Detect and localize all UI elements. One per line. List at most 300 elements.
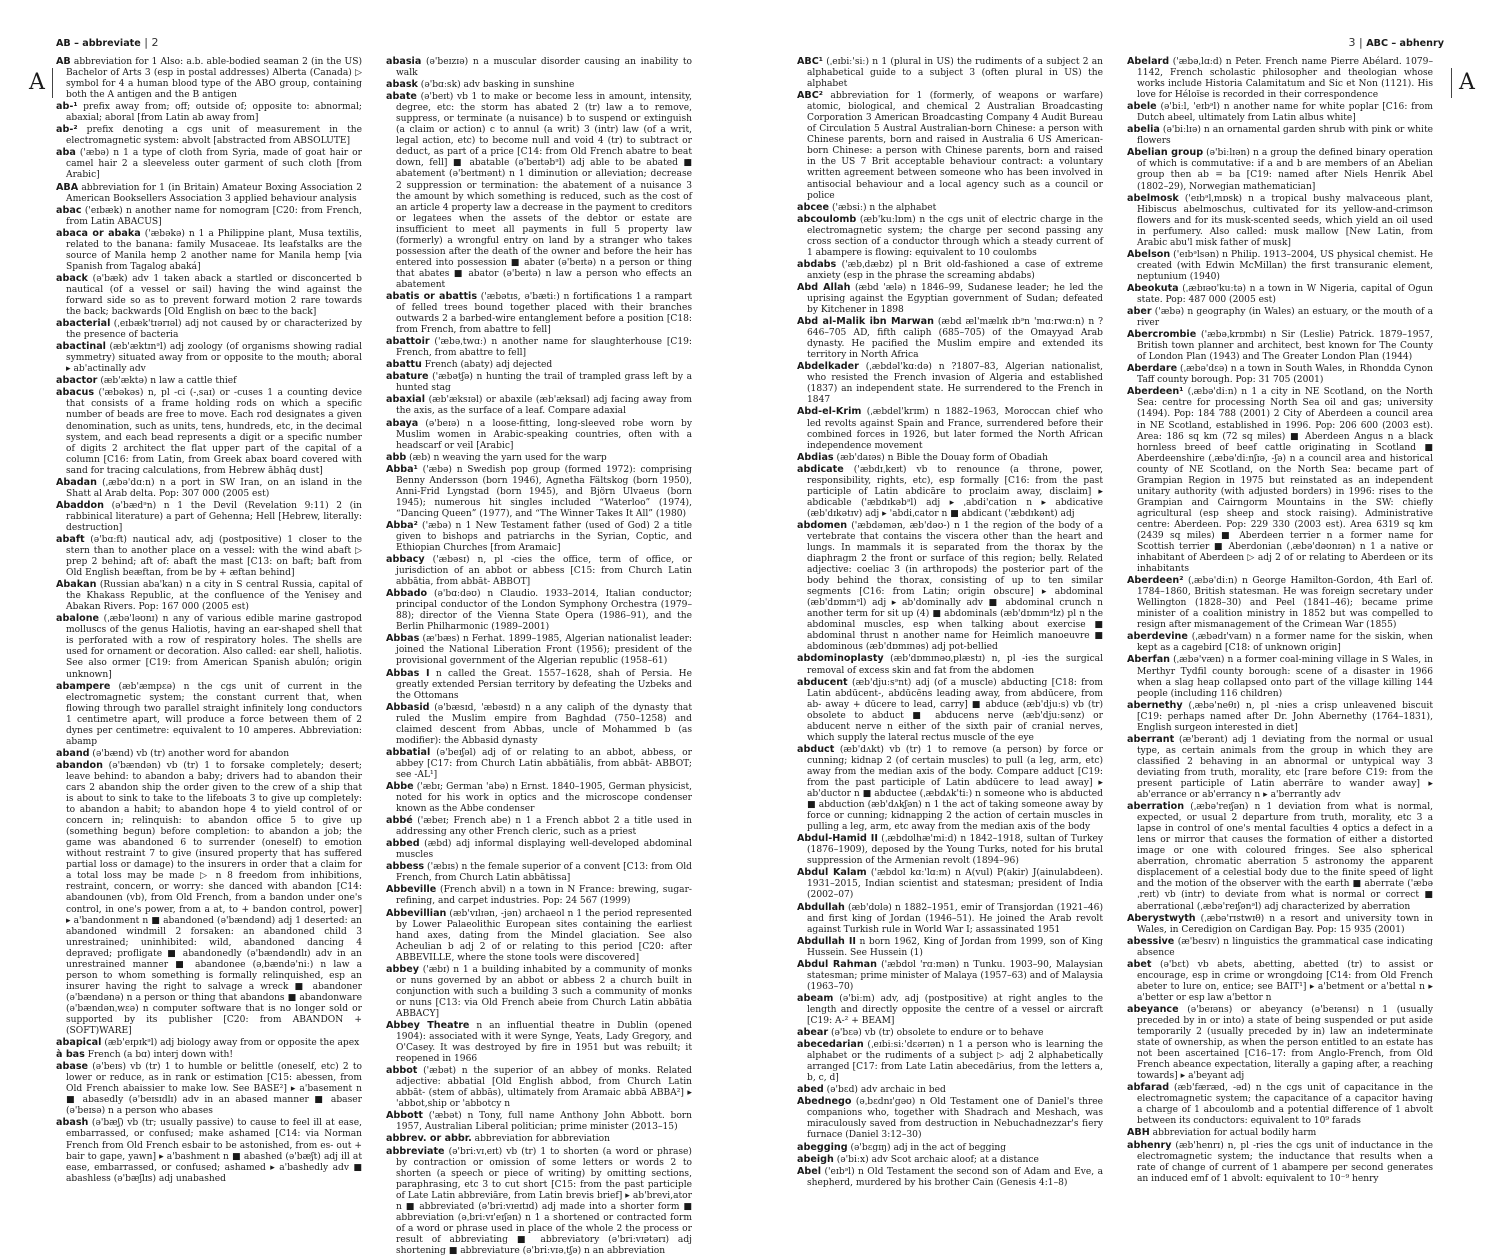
dictionary-entry bbox=[386, 291, 692, 336]
entry-definition: (ˌæbə'diːn) n George Hamilton-Gordon, 4th Earl of. 1784–1860, British statesman. He was foreign secretary under Wellington (1828–30) and Peel (1841–46); became prime minister of a coalition ministry in 1852 but was compelled to resign after mismanagement of the Crimean War (1855) bbox=[1137, 576, 1433, 631]
entry-definition: (ə'beɪə) n a loose-fitting, long-sleeved robe worn by Muslim women in Arabic-speaking countries, often with a headscarf or veil [Arabic] bbox=[396, 418, 692, 451]
dictionary-entry bbox=[386, 884, 692, 907]
page-number: 2 bbox=[151, 36, 159, 49]
dictionary-entry bbox=[386, 1065, 692, 1110]
dictionary-entry bbox=[56, 579, 362, 613]
entry-definition: French (abaty) adj dejected bbox=[421, 360, 553, 371]
entry-headword: abask bbox=[386, 79, 418, 91]
dictionary-entry bbox=[1127, 193, 1433, 249]
entry-definition: (æb'æksɪəl) or abaxile (æb'æksaɪl) adj facing away from the axis, as the surface of a leaf. Compare adaxial bbox=[396, 395, 692, 417]
entry-definition: (ə'bændən) vb (tr) 1 to forsake completely; desert; leave behind: to abandon a baby; drivers had to abandon their cars 2 abandon ship the order given to the crew of a ship that is about to sink to take to the lifeboats 3 to give up completely: to abandon a habit; to abandon hope 4 to yield control of or concern in; relinquish: to abandon office 5 to give up (something begun) before completion: to abandon a job; the game was abandoned 6 to surrender (oneself) to emotion without restraint 7 to give (insured property that has suffered partial loss or damage) to the insurers in order that a claim for a total loss may be made ▷ n 8 freedom from inhibitions, restraint, concern, or worry: she danced with abandon [C14: abandounen (vb), from Old French, from a bandon under one's control, in one's power, from a at, to + bandon control, power] ▸ a'bandonment n ■ abandoned (ə'bændənd) adj 1 deserted: an abandoned windmill 2 forsaken: an abandoned child 3 unrestrained; uninhibited: wild, abandoned dancing 4 depraved; profligate ■ abandonedly (ə'bændəndlɪ) adv in an unrestrained manner ■ abandonee (əˌbændə'niː) n law a person to whom something is formally relinquished, esp an insurer having the right to salvage a wreck ■ abandoner (ə'bændənə) n a person or thing that abandons ■ abandonware (ə'bændənˌwɛə) n computer software that is no longer sold or supported by its publisher [C20: from ABANDON + (SOFT)WARE] bbox=[66, 760, 362, 1037]
entry-headword: Abakan bbox=[56, 579, 97, 591]
entry-headword: abapical bbox=[56, 1037, 102, 1049]
dictionary-entry bbox=[1127, 801, 1433, 912]
dictionary-entry bbox=[1127, 1004, 1433, 1082]
entry-headword: Abbott bbox=[386, 1110, 423, 1122]
entry-headword: Aberdeen¹ bbox=[1127, 386, 1184, 398]
entry-headword: abbrev. or abbr. bbox=[386, 1133, 472, 1145]
entry-headword: Abd al-Malik ibn Marwan bbox=[797, 316, 934, 328]
entry-definition: ('æbə) n 1 a type of cloth from Syria, made of goat hair or camel hair 2 a sleeveless outer garment of such cloth [from Arabic] bbox=[66, 148, 362, 181]
entry-definition: (ˌæbə'dɑːn) n a port in SW Iran, on an island in the Shatt al Arab delta. Pop: 307 000 (2005 est) bbox=[66, 477, 362, 499]
entry-definition: (ˌæbdəl'kɑːdə) n ?1807–83, Algerian nationalist, who resisted the French invasion of Algeria and established (1837) an independent state. He surrendered to the French in 1847 bbox=[807, 362, 1103, 406]
dictionary-entry bbox=[797, 867, 1103, 901]
dictionary-entry bbox=[797, 202, 1103, 214]
entry-headword: abase bbox=[56, 1061, 89, 1073]
entry-definition: (æb'dɒmɪnəʊˌplæstɪ) n, pl -ies the surgical removal of excess skin and fat from the abdomen bbox=[807, 654, 1103, 676]
entry-headword: Abaddon bbox=[56, 499, 104, 511]
entry-definition: (æb'kuːlɒm) n the cgs unit of electric charge in the electromagnetic system; the charge per second passing any cross section of a conductor through which a steady current of 1 abampere is flowing: equivalent to 10 coulombs bbox=[807, 214, 1103, 258]
entry-definition: ('æbəˌlɑːd) n Peter. French name Pierre Abélard. 1079–1142, French scholastic philosopher and theologian whose works include Historia Calamitatum and Sic et Non (1121). His love for Héloïse is recorded in their correspondence bbox=[1137, 57, 1433, 101]
entry-headword: Abelard bbox=[1127, 56, 1170, 67]
dictionary-entry bbox=[386, 452, 692, 464]
dictionary-entry bbox=[386, 418, 692, 452]
dictionary-entry bbox=[797, 214, 1103, 259]
entry-definition: (ə'beɪt) vb 1 to make or become less in amount, intensity, degree, etc: the storm has abated 2 (tr) law a to remove, suppress, or terminate (a nuisance) b to suspend or extinguish (a claim or action) c to annul (a writ) 3 (intr) law (of a writ, legal action, etc) to become null and void 4 (tr) to subtract or deduct, as part of a price [C14: from Old French abatre to beat down, fell] ■ abatable (ə'beɪtəbᵊl) adj able to be abated ■ abatement (ə'beɪtmənt) n 1 diminution or alleviation; decrease 2 suppression or termination: the abatement of a nuisance 3 the amount by which something is reduced, such as the cost of an article 4 property law a decrease in the payment to creditors or legatees when the assets of the debtor or estate are insufficient to meet all payments in full 5 property law (formerly) a wrongful entry on land by a stranger who takes possession after the death of the owner and before the heir has entered into possession ■ abater (ə'beɪtə) n a person or thing that abates ■ abator (ə'beɪtə) n law a person who effects an abatement bbox=[396, 92, 692, 290]
dictionary-entry bbox=[797, 464, 1103, 520]
dictionary-entry bbox=[386, 554, 692, 588]
entry-definition: n an influential theatre in Dublin (opened 1904): associated with it were Synge, Yeats, Lady Gregory, and O'Casey. It was destroyed by fire in 1951 but was rebuilt; it reopened in 1966 bbox=[396, 1020, 692, 1065]
entry-definition: (ˌæbə'rɪstwɪθ) n a resort and university town in Wales, in Ceredigion on Cardigan Bay. Pop: 15 935 (2001) bbox=[1137, 913, 1433, 935]
running-head-right bbox=[1349, 36, 1444, 49]
entry-headword: abeam bbox=[797, 992, 834, 1004]
dictionary-entry bbox=[386, 1020, 692, 1065]
dictionary-column-1 bbox=[56, 56, 362, 1184]
entry-headword: Abdullah II bbox=[797, 935, 856, 947]
entry-definition: (æbd) adj informal displaying well-developed abdominal muscles bbox=[396, 839, 692, 861]
dictionary-entry bbox=[56, 1117, 362, 1184]
dictionary-entry bbox=[1127, 124, 1433, 147]
entry-definition: ('æbət) n Tony, full name Anthony John Abbott. born 1957, Australian Liberal politician; prime minister (2013–15) bbox=[396, 1111, 692, 1133]
dictionary-entry bbox=[56, 534, 362, 579]
entry-definition: (ə'biːm) adv, adj (postpositive) at right angles to the length and directly opposite the centre of a vessel or aircraft [C19: A-² + BEAM] bbox=[807, 993, 1103, 1026]
dictionary-entry bbox=[56, 124, 362, 147]
dictionary-column-3 bbox=[797, 56, 1103, 1188]
entry-headword: Abd Allah bbox=[797, 281, 851, 293]
dictionary-entry bbox=[797, 406, 1103, 451]
dictionary-entry bbox=[56, 760, 362, 1037]
entry-headword: abattoir bbox=[386, 336, 430, 348]
dictionary-entry bbox=[797, 361, 1103, 406]
entry-definition: ('æbəkə) n 1 a Philippine plant, Musa textilis, related to the banana: family Musaceae. Its leafstalks are the source of Manila hemp 2 another name for Manila hemp [via Spanish from Tagalog abaká] bbox=[66, 228, 362, 272]
entry-headword: abate bbox=[386, 91, 417, 103]
dictionary-entry bbox=[386, 633, 692, 667]
entry-definition: (æb'henrɪ) n, pl -ries the cgs unit of inductance in the electromagnetic system; the inductance that results when a rate of change of current of 1 abampere per second generates an induced emf of 1 abvolt: equivalent to 10⁻⁹ henry bbox=[1137, 1140, 1433, 1184]
entry-headword: Abdul-Hamid II bbox=[797, 833, 878, 845]
entry-definition: (æb'dʌkt) vb (tr) 1 to remove (a person) by force or cunning; kidnap 2 (of certain muscles) to pull (a leg, arm, etc) away from the median axis of the body. Compare adduct [C19: from the past participle of Latin abdūcere to lead away] ▸ ab'ductor n ■ abductee (ˌæbdʌk'tiː) n someone who is abducted ■ abduction (æb'dʌkʃən) n 1 the act of taking someone away by force or cunning; kidnapping 2 the action of certain muscles in pulling a leg, arm, etc away from the median axis of the body bbox=[807, 744, 1103, 833]
dictionary-entry bbox=[56, 477, 362, 500]
entry-definition: abbreviation for 1 Also: a.b. able-bodied seaman 2 (in the US) Bachelor of Arts 3 (esp in postal addresses) Alberta (Canada) ▷ symbol for 4 a human blood type of the ABO group, containing both the A antigen and the B antigen bbox=[66, 57, 362, 101]
dictionary-entry bbox=[1127, 654, 1433, 699]
entry-headword: Abercrombie bbox=[1127, 329, 1197, 341]
entry-definition: (æ'besɪv) n linguistics the grammatical case indicating absence bbox=[1137, 936, 1433, 958]
entry-definition: (əˌbɛdnɪ'gəʊ) n Old Testament one of Daniel's three companions who, together with Shadrach and Meshach, was miraculously saved from destruction in Nebuchadnezzar's fiery furnace (Daniel 3:12–30) bbox=[807, 1097, 1103, 1141]
dictionary-entry bbox=[56, 748, 362, 760]
entry-definition: (æbd 'ælə) n 1846–99, Sudanese leader; he led the uprising against the Egyptian government of Sudan; defeated by Kitchener in 1898 bbox=[807, 282, 1103, 316]
entry-headword: abactinal bbox=[56, 341, 106, 353]
entry-definition: (ə'biːlɪə) n an ornamental garden shrub with pink or white flowers bbox=[1137, 125, 1433, 147]
thumb-index-letter: A bbox=[1451, 68, 1482, 98]
dictionary-entry bbox=[1127, 329, 1433, 363]
dictionary-entry bbox=[797, 90, 1103, 201]
dictionary-entry bbox=[797, 653, 1103, 676]
entry-definition: (ˌæbɪəʊ'kuːtə) n a town in W Nigeria, capital of Ogun state. Pop: 487 000 (2005 est) bbox=[1137, 283, 1433, 305]
entry-headword: AB bbox=[56, 56, 71, 67]
entry-definition: ('æbəˌtwɑː) n another name for slaughterhouse [C19: French, from abattre to fell] bbox=[396, 337, 692, 359]
entry-headword: Abadan bbox=[56, 476, 97, 488]
entry-definition: prefix denoting a cgs unit of measurement in the electromagnetic system: abvolt [abstracted from ABSOLUTE] bbox=[66, 125, 362, 147]
entry-definition: (æb) n weaving the yarn used for the warp bbox=[406, 452, 607, 463]
running-head-separator: | bbox=[1355, 36, 1367, 49]
entry-headword: aband bbox=[56, 747, 90, 759]
dictionary-entry bbox=[797, 1142, 1103, 1154]
dictionary-entry bbox=[1127, 56, 1433, 101]
entry-definition: ('eɪbᵊlˌmɒsk) n a tropical bushy malvaceous plant, Hibiscus abelmoschus, cultivated for its yellow-and-crimson flowers and for its musk-scented seeds, which yield an oil used in perfumery. Also called: musk mallow [New Latin, from Arabic abu'l misk father of musk] bbox=[1137, 193, 1433, 248]
entry-headword: Abelson bbox=[1127, 248, 1171, 260]
entry-definition: (æb'færæd, -əd) n the cgs unit of capacitance in the electromagnetic system; the capacitance of a capacitor having a charge of 1 abcoulomb and a potential difference of 1 abvolt between its conductors: equivalent to 10⁹ farads bbox=[1137, 1083, 1433, 1127]
entry-headword: abdominoplasty bbox=[797, 653, 884, 665]
entry-headword: ABH bbox=[1127, 1127, 1150, 1139]
dictionary-entry bbox=[56, 613, 362, 680]
entry-headword: Aberystwyth bbox=[1127, 912, 1196, 924]
entry-definition: (ə'beɪs) vb (tr) 1 to humble or belittle (oneself, etc) 2 to lower or reduce, as in rank or estimation [C15: abessen, from Old French abaissier to make low. See BASE²] ▸ a'basement n ■ abasedly (ə'beɪsɪdlɪ) adv in an abased manner ■ abaser (ə'beɪsə) n a person who abases bbox=[66, 1062, 362, 1117]
dictionary-entry bbox=[797, 902, 1103, 936]
entry-definition: ('æbəkəs) n, pl -ci (-ˌsaɪ) or -cuses 1 a counting device that consists of a frame holding rods on which a specific number of beads are free to move. Each rod designates a given denomination, such as units, tens, hundreds, etc, in the decimal system, and each bead represents a digit or a specific number of digits 2 architect the flat upper part of the capital of a column [C16: from Latin, from Greek abax board covered with sand for tracing calculations, from Hebrew ābhāq dust] bbox=[66, 388, 362, 476]
dictionary-entry bbox=[1127, 1127, 1433, 1139]
entry-definition: (ə'biːl, 'eɪbᵊl) n another name for white poplar [C16: from Dutch abeel, ultimately from Latin albus white] bbox=[1137, 102, 1433, 124]
dictionary-entry bbox=[797, 744, 1103, 833]
entry-headword: ABA bbox=[56, 181, 79, 193]
entry-headword: aberration bbox=[1127, 801, 1185, 813]
entry-definition: ('æbətʃə) n hunting the trail of trampled grass left by a hunted stag bbox=[396, 372, 692, 394]
entry-definition: (ə'bɑːdəʊ) n Claudio. 1933–2014, Italian conductor; principal conductor of the London Symphony Orchestra (1979–88); director of the Vienna State Opera (1986–91), and the Berlin Philharmonic (1989–2001) bbox=[396, 589, 692, 633]
entry-definition: (Russian aba'kan) n a city in S central Russia, capital of the Khakass Republic, at the confluence of the Yenisey and Abakan Rivers. Pop: 167 000 (2005 est) bbox=[66, 580, 362, 613]
dictionary-entry bbox=[1127, 913, 1433, 936]
dictionary-entry bbox=[386, 747, 692, 781]
entry-headword: Abdul Rahman bbox=[797, 958, 877, 970]
entry-headword: abernethy bbox=[1127, 699, 1183, 711]
entry-headword: abacus bbox=[56, 387, 95, 399]
entry-definition: (ə'bædᵊn) n 1 the Devil (Revelation 9:11) 2 (in rabbinical literature) a part of Gehenna; Hell [Hebrew, literally: destruction] bbox=[66, 500, 362, 533]
entry-headword: Abdias bbox=[797, 451, 834, 463]
entry-headword: abbot bbox=[386, 1065, 418, 1077]
dictionary-entry bbox=[1127, 283, 1433, 306]
dictionary-entry bbox=[56, 375, 362, 387]
entry-definition: (æ'bæs) n Ferhat. 1899–1985, Algerian nationalist leader: joined the National Liberation Front (1956); president of the provisional government of the Algerian republic (1958–61) bbox=[396, 634, 692, 667]
dictionary-entry bbox=[386, 91, 692, 291]
entry-definition: ('æbsiː) n the alphabet bbox=[829, 202, 937, 213]
entry-definition: ('æbəsɪ) n, pl -cies the office, term of office, or jurisdiction of an abbot or abbess [C15: from Church Latin abbātia, from abbāt- ABBOT] bbox=[396, 555, 692, 588]
entry-definition: prefix away from; off; outside of; opposite to: abnormal; abaxial; aboral [from Latin ab away from] bbox=[66, 102, 362, 124]
entry-headword: abear bbox=[797, 1027, 829, 1039]
entry-headword: Aberfan bbox=[1127, 654, 1171, 666]
dictionary-entry bbox=[797, 1027, 1103, 1039]
dictionary-entry bbox=[386, 861, 692, 884]
dictionary-entry bbox=[56, 341, 362, 375]
entry-definition: (ˌæbdʊlhæ'miːd) n 1842–1918, sultan of Turkey (1876–1909), deposed by the Young Turks, noted for his brutal suppression of the Armenian revolt (1894–96) bbox=[807, 834, 1103, 867]
dictionary-entry bbox=[386, 781, 692, 815]
entry-headword: aba bbox=[56, 147, 76, 159]
entry-headword: abalone bbox=[56, 613, 100, 625]
entry-headword: aberdevine bbox=[1127, 631, 1188, 643]
entry-headword: abaxial bbox=[386, 394, 426, 406]
dictionary-entry bbox=[386, 964, 692, 1020]
entry-definition: ('æbɪ; German 'abə) n Ernst. 1840–1905, German physicist, noted for his work in optics and the microscope condenser known as the Abbe condenser bbox=[396, 782, 692, 815]
dictionary-entry bbox=[797, 959, 1103, 993]
entry-definition: (ə'bɑːsk) adv basking in sunshine bbox=[417, 80, 575, 91]
entry-headword: Abbeville bbox=[386, 884, 437, 896]
entry-headword: abasia bbox=[386, 56, 422, 67]
right-page bbox=[750, 0, 1500, 1188]
dictionary-entry bbox=[56, 1037, 362, 1049]
entry-headword: abegging bbox=[797, 1141, 848, 1153]
entry-headword: abele bbox=[1127, 101, 1157, 113]
entry-definition: ('æbətɪs, ə'bætiː) n fortifications 1 a rampart of felled trees bound together placed with their branches outwards 2 a barbed-wire entanglement before a position [C18: from French, from abattre to fell] bbox=[396, 291, 693, 336]
dictionary-entry bbox=[386, 336, 692, 359]
entry-definition: (æb'æktə) n law a cattle thief bbox=[97, 376, 237, 387]
entry-headword: ab-² bbox=[56, 124, 78, 136]
dictionary-entry bbox=[1127, 306, 1433, 329]
entry-definition: (ˌæbədɪ'vaɪn) n a former name for the siskin, when kept as a cagebird [C18: of unknown origin] bbox=[1137, 632, 1433, 654]
thumb-index-letter: A bbox=[22, 68, 53, 98]
dictionary-entry bbox=[1127, 631, 1433, 654]
dictionary-entry bbox=[386, 371, 692, 394]
entry-headword: aback bbox=[56, 272, 88, 284]
entry-headword: Abelian group bbox=[1127, 147, 1204, 159]
entry-definition: (ˌæbə'dɛə) n a town in South Wales, in Rhondda Cynon Taff county borough. Pop: 31 705 (2001) bbox=[1137, 364, 1433, 386]
entry-headword: Abbas I bbox=[386, 667, 430, 679]
entry-headword: abducent bbox=[797, 676, 848, 688]
entry-definition: (æb'djuːsᵊnt) adj (of a muscle) abducting [C18: from Latin abdūcent-, abdūcēns leading away, from abdūcere, from ab- away + dūcere to lead, carry] ■ abduce (æb'djuːs) vb (tr) obsolete to abduct ■ abducens nerve (æb'djuːsənz) or abducent nerve n either of the sixth pair of cranial nerves, which supply the lateral rectus muscle of the eye bbox=[807, 677, 1103, 743]
dictionary-entry bbox=[56, 500, 362, 534]
entry-definition: abbreviation for actual bodily harm bbox=[1149, 1128, 1317, 1139]
entry-definition: (æb'vɪlɪən, -jən) archaeol n 1 the period represented by Lower Palaeolithic European sites containing the earliest hand axes, dating from the Mindel glaciation. See also Acheulian b adj 2 of or relating to this period [C20: after ABBEVILLE, where the stone tools were discovered] bbox=[396, 908, 692, 963]
entry-definition: ('æbˌdæbz) pl n Brit old-fashioned a case of extreme anxiety (esp in the phrase the screaming abdabs) bbox=[807, 259, 1103, 281]
dictionary-entry bbox=[797, 1154, 1103, 1166]
entry-definition: abbreviation for abbreviation bbox=[471, 1134, 610, 1145]
entry-definition: ('æbeɪ; French abe) n 1 a French abbot 2 a title used in addressing any other French cleric, such as a priest bbox=[396, 816, 692, 838]
entry-definition: ('æbɪs) n the female superior of a convent [C13: from Old French, from Church Latin abbātissa] bbox=[396, 862, 692, 884]
entry-headword: abeigh bbox=[797, 1153, 834, 1165]
dictionary-entry bbox=[797, 1039, 1103, 1084]
entry-headword: abactor bbox=[56, 375, 98, 387]
entry-headword: abbey bbox=[386, 963, 419, 975]
dictionary-entry bbox=[386, 838, 692, 861]
entry-headword: abelia bbox=[1127, 124, 1160, 136]
entry-headword: abacterial bbox=[56, 318, 111, 330]
entry-headword: abecedarian bbox=[797, 1039, 864, 1051]
dictionary-entry bbox=[1127, 363, 1433, 386]
dictionary-entry bbox=[386, 464, 692, 520]
entry-headword: Abbasid bbox=[386, 701, 430, 713]
dictionary-entry bbox=[797, 316, 1103, 361]
entry-headword: abbreviate bbox=[386, 1145, 445, 1157]
entry-headword: abdomen bbox=[797, 519, 848, 531]
entry-headword: abed bbox=[797, 1084, 824, 1096]
entry-definition: ('æbə) n geography (in Wales) an estuary, or the mouth of a river bbox=[1137, 307, 1433, 329]
dictionary-entry bbox=[797, 1166, 1103, 1189]
dictionary-entry bbox=[386, 668, 692, 702]
entry-headword: Abbey Theatre bbox=[386, 1019, 470, 1031]
dictionary-entry bbox=[386, 908, 692, 964]
entry-definition: (ə'bæk) adv 1 taken aback a startled or disconcerted b nautical (of a vessel or sail) having the wind against the forward side so as to prevent forward motion 2 rare towards the back; backwards [Old English on bæc to the back] bbox=[66, 273, 362, 318]
entry-definition: (ˌæbdel'krɪm) n 1882–1963, Moroccan chief who led revolts against Spain and France, surrendered before their combined forces in 1926, but later formed the North African independence movement bbox=[807, 407, 1103, 451]
entry-definition: ('æbdʊl kɑː'lɑːm) n A(vul) P(akir) J(ainulabdeen). 1931–2015, Indian scientist and statesman; president of India (2002–07) bbox=[807, 868, 1103, 901]
entry-definition: (ə'beɪəns) or abeyancy (ə'beɪənsɪ) n 1 (usually preceded by in or into) a state of being suspended or put aside temporarily 2 (usually preceded by in) law an indeterminate state of ownership, as when the person entitled to an estate has not been ascertained [C16–17: from Anglo-French, from Old French abeance expectation, literally a gaping after, a reaching towards] ▸ a'beyant adj bbox=[1137, 1004, 1433, 1082]
entry-headword: abaca or abaka bbox=[56, 227, 141, 239]
entry-headword: Abdul Kalam bbox=[797, 867, 867, 879]
entry-headword: abbess bbox=[386, 861, 425, 873]
entry-headword: abduct bbox=[797, 743, 835, 755]
entry-definition: (ə'bɑːft) nautical adv, adj (postpositive) 1 closer to the stern than to another place on a vessel: with the wind abaft ▷ prep 2 behind; aft of: abaft the mast [C13: on baft; baft from Old English beæftan, from be by + æftan behind] bbox=[66, 534, 362, 579]
entry-headword: abandon bbox=[56, 759, 103, 771]
entry-headword: abatis or abattis bbox=[386, 290, 478, 302]
dictionary-entry bbox=[1127, 936, 1433, 959]
entry-definition: ('æbə) n Swedish pop group (formed 1972): comprising Benny Andersson (born 1946), Agnetha Fältskog (born 1950), Anni-Frid Lyngstad (born 1945), and Björn Ulvaeus (born 1945); numerous hit singles included “Waterloo” (1974), “Dancing Queen” (1977), and “The Winner Takes It All” (1980) bbox=[396, 464, 692, 519]
entry-headword: ABC¹ bbox=[797, 56, 823, 67]
dictionary-entry bbox=[797, 1084, 1103, 1096]
dictionary-entry bbox=[1127, 147, 1433, 192]
dictionary-column-2 bbox=[386, 56, 693, 1256]
dictionary-entry bbox=[386, 1146, 692, 1257]
entry-headword: abfarad bbox=[1127, 1082, 1170, 1094]
entry-headword: abdabs bbox=[797, 258, 837, 270]
entry-definition: ('eɪbæk) n another name for nomogram [C20: from French, from Latin ABACUS] bbox=[66, 205, 362, 227]
entry-definition: (ə'briːvɪˌeɪt) vb (tr) 1 to shorten (a word or phrase) by contraction or omission of some letters or words 2 to shorten (a speech or piece of writing) by omitting sections, paraphrasing, etc 3 to cut short [C15: from the past participle of Late Latin abbreviāre, from Latin brevis brief] ▸ ab'brevi,ator n ■ abbreviated (ə'briːvɪeɪtɪd) adj made into a shorter form ■ abbreviation (əˌbriːvɪ'eɪʃən) n 1 a shortened or contracted form of a word or phrase used in place of the whole 2 the process or result of abbreviating ■ abbreviatory (ə'briːvɪətərɪ) adj shortening ■ abbreviature (ə'briːvɪəˌtʃə) n an abbreviation bbox=[396, 1146, 692, 1256]
running-head-separator: | bbox=[140, 36, 152, 49]
entry-headword: abb bbox=[386, 451, 407, 463]
entry-definition: (ə'biːx) adv Scot archaic aloof; at a distance bbox=[833, 1154, 1039, 1165]
entry-definition: n born 1962, King of Jordan from 1999, son of King Hussein. See Hussein (1) bbox=[807, 936, 1103, 958]
dictionary-entry bbox=[386, 1110, 692, 1133]
entry-definition: (ˌæbə'diːn) n 1 a city in NE Scotland, on the North Sea: centre for processing North Sea oil and gas; university (1494). Pop: 184 788 (2001) 2 City of Aberdeen a council area in NE Scotland, established in 1996. Pop: 206 600 (2003 est). Area: 186 sq km (72 sq miles) ■ Aberdeen Angus n a black hornless breed of beef cattle originating in Scotland ■ Aberdeenshire (ˌæbə'diːnʃɪə, -ʃə) n a council area and historical county of NE Scotland, on the North Sea: became part of Grampian Region in 1975 but reinstated as an independent unitary authority (with adjusted borders) in 1996: rises to the Grampian and Cairngorm Mountains in the SW: chiefly agricultural (esp sheep and stock raising). Administrative centre: Aberdeen. Pop: 229 330 (2003 est). Area 6319 sq km (2439 sq miles) ■ Aberdeen terrier n a former name for Scottish terrier ■ Aberdonian (ˌæbə'dəʊnɪən) n 1 a native or inhabitant of Aberdeen ▷ adj 2 of or relating to Aberdeen or its inhabitants bbox=[1137, 387, 1433, 575]
entry-definition: (ə'bɛə) vb (tr) obsolete to endure or to behave bbox=[828, 1028, 1044, 1039]
entry-definition: ('æbdɪˌkeɪt) vb to renounce (a throne, power, responsibility, rights, etc), esp formally [C16: from the past participle of Latin abdicāre to proclaim away, disclaim] ▸ abdicable ('æbdɪkəbᵊl) adj ▸ ˌabdi'cation n ▸ abdicative (æb'dɪkətɪv) adj ▸ 'abdiˌcator n ■ abdicant ('æbdɪkənt) adj bbox=[807, 464, 1103, 519]
entry-definition: (æ'berənt) adj 1 deviating from the normal or usual type, as certain animals from the group in which they are classified 2 behaving in an abnormal or untypical way 3 deviating from truth, morality, etc [rare before C19: from the present participle of Latin aberrāre to wander away] ▸ ab'errance or ab'errancy n ▸ a'berrantly adv bbox=[1137, 734, 1433, 801]
entry-headword: aberrant bbox=[1127, 733, 1175, 745]
entry-definition: (ə'bæsɪd, 'æbəsɪd) n a any caliph of the dynasty that ruled the Muslim empire from Baghdad (750–1258) and claimed descent from Abbas, uncle of Mohammed b (as modifier): the Abbasid dynasty bbox=[396, 702, 692, 746]
entry-definition: (ˌæbə'væn) n a former coal-mining village in S Wales, in Merthyr Tydfil county borough: scene of a disaster in 1966 when a slag heap collapsed onto part of the village killing 144 people (including 116 children) bbox=[1137, 655, 1433, 699]
dictionary-column-4 bbox=[1127, 56, 1433, 1184]
dictionary-entry bbox=[1127, 386, 1433, 575]
dictionary-entry bbox=[386, 1133, 692, 1145]
entry-headword: Abd-el-Krim bbox=[797, 406, 862, 418]
entry-definition: ('æbdʊl 'rɑːmən) n Tunku. 1903–90, Malaysian statesman; prime minister of Malaya (1957–63) and of Malaysia (1963–70) bbox=[807, 959, 1103, 992]
entry-headword: abeyance bbox=[1127, 1003, 1179, 1015]
entry-headword: abaya bbox=[386, 417, 419, 429]
entry-definition: ('æbəˌkrɒmbɪ) n Sir (Leslie) Patrick. 1879–1957, British town planner and architect, best known for The County of London Plan (1943) and The Greater London Plan (1944) bbox=[1137, 330, 1433, 363]
entry-definition: (æb'æktɪnᵊl) adj zoology (of organisms showing radial symmetry) situated away from or opposite to the mouth; aboral ▸ ab'actinally adv bbox=[66, 342, 362, 375]
dictionary-entry bbox=[386, 815, 692, 838]
dictionary-entry bbox=[1127, 1082, 1433, 1127]
dictionary-entry bbox=[56, 1049, 362, 1061]
dictionary-entry bbox=[1127, 959, 1433, 1004]
dictionary-entry bbox=[386, 702, 692, 747]
entry-definition: (ə'bɛt) vb abets, abetting, abetted (tr) to assist or encourage, esp in crime or wrongdoing [C14: from Old French abeter to lure on, entice; see BAIT¹] ▸ a'betment or a'bettal n ▸ a'better or esp law a'bettor n bbox=[1137, 959, 1433, 1003]
entry-definition: ('æbət) n the superior of an abbey of monks. Related adjective: abbatial [Old English abbod, from Church Latin abbāt- (stem of abbās), ultimately from Aramaic abbā ABBA²] ▸ 'abbot,ship or 'abbotcy n bbox=[396, 1066, 692, 1110]
entry-headword: Abbevillian bbox=[386, 907, 447, 919]
entry-definition: ('eɪbᵊlsən) n Philip. 1913–2004, US physical chemist. He created (with Edwin McMillan) the first transuranic element, neptunium (1940) bbox=[1137, 249, 1433, 282]
dictionary-entry bbox=[1127, 700, 1433, 734]
entry-headword: Abba¹ bbox=[386, 463, 418, 475]
entry-definition: (æbd æl'mælɪk ɪbᵊn 'mɑːrwɑːn) n ?646–705 AD, fifth caliph (685–705) of the Omayyad Arab dynasty. He pacified the Muslim empire and extended its territory in North Africa bbox=[807, 317, 1103, 361]
entry-headword: abhenry bbox=[1127, 1139, 1172, 1151]
dictionary-entry bbox=[56, 56, 362, 101]
dictionary-entry bbox=[56, 681, 362, 748]
entry-headword: abaft bbox=[56, 533, 85, 545]
running-head-headwords: AB – abbreviate bbox=[56, 38, 141, 49]
dictionary-entry bbox=[797, 259, 1103, 282]
entry-headword: abdicate bbox=[797, 463, 844, 475]
running-head-left bbox=[56, 36, 158, 49]
entry-definition: abbreviation for 1 (formerly, of weapons or warfare) atomic, biological, and chemical 2 Australian Broadcasting Corporation 3 American Broadcasting Company 4 Audit Bureau of Circulation 5 Austral Australian-born Chinese: a person with Chinese parents, born and raised in Australia 6 US American-born Chinese: a person with Chinese parents, born and raised in the US 7 Brit acceptable behaviour contract: a voluntary written agreement between someone who has been involved in antisocial behaviour and a local agency such as a council or police bbox=[807, 91, 1103, 201]
entry-headword: Abdullah bbox=[797, 901, 845, 913]
running-head-headwords: ABC – abhenry bbox=[1366, 38, 1444, 49]
entry-headword: Abbas bbox=[386, 633, 420, 645]
dictionary-entry bbox=[386, 56, 692, 79]
entry-headword: abcee bbox=[797, 201, 830, 213]
entry-headword: Abeokuta bbox=[1127, 282, 1179, 294]
dictionary-entry bbox=[56, 147, 362, 181]
entry-headword: ABC² bbox=[797, 90, 823, 102]
entry-headword: Abednego bbox=[797, 1096, 852, 1108]
entry-definition: ('eɪbᵊl) n Old Testament the second son of Adam and Eve, a shepherd, murdered by his brother Cain (Genesis 4:1–8) bbox=[807, 1166, 1103, 1188]
dictionary-entry bbox=[1127, 249, 1433, 283]
dictionary-entry bbox=[797, 282, 1103, 316]
entry-definition: (æb'eɪpɪkᵊl) adj biology away from or opposite the apex bbox=[101, 1038, 360, 1049]
dictionary-entry bbox=[386, 394, 692, 417]
dictionary-entry bbox=[797, 452, 1103, 464]
entry-headword: abet bbox=[1127, 958, 1152, 970]
page-number: 3 bbox=[1348, 36, 1356, 49]
entry-definition: (æb'æmpɛə) n the cgs unit of current in the electromagnetic system; the constant current that, when flowing through two parallel straight infinitely long conductors 1 centimetre apart, will produce a force between them of 2 dynes per centimetre: equivalent to 10 amperes. Abbreviation: abamp bbox=[66, 681, 362, 747]
entry-definition: (ˌeɪbæk'tɪərɪəl) adj not caused by or characterized by the presence of bacteria bbox=[66, 319, 362, 341]
dictionary-entry bbox=[56, 387, 362, 476]
dictionary-entry bbox=[56, 182, 362, 205]
entry-definition: (ə'beɪʃəl) adj of or relating to an abbot, abbess, or abbey [C17: from Church Latin abbātiālis, from abbāt- ABBOT; see -AL¹] bbox=[396, 747, 692, 780]
entry-definition: (ə'bɛd) adv archaic in bed bbox=[823, 1085, 946, 1096]
entry-headword: abbatial bbox=[386, 746, 431, 758]
entry-headword: à bas bbox=[56, 1049, 85, 1061]
entry-headword: Aberdeen² bbox=[1127, 575, 1184, 587]
entry-headword: abash bbox=[56, 1117, 89, 1129]
entry-headword: abbacy bbox=[386, 554, 425, 566]
entry-headword: abampere bbox=[56, 680, 111, 692]
dictionary-entry bbox=[797, 56, 1103, 90]
dictionary-entry bbox=[1127, 101, 1433, 124]
dictionary-entry bbox=[56, 273, 362, 318]
left-page bbox=[0, 0, 750, 1256]
entry-definition: (æb'dʊlə) n 1882–1951, emir of Transjordan (1921–46) and first king of Jordan (1946–51). He joined the Arab revolt against Turkish rule in World War I; assassinated 1951 bbox=[807, 902, 1103, 935]
entry-definition: abbreviation for 1 (in Britain) Amateur Boxing Association 2 American Booksellers Association 3 applied behaviour analysis bbox=[66, 182, 362, 204]
dictionary-entry bbox=[56, 228, 362, 273]
entry-definition: French (a bɑ) interj down with! bbox=[84, 1050, 233, 1061]
dictionary-entry bbox=[797, 993, 1103, 1027]
entry-definition: (French abvil) n a town in N France: brewing, sugar-refining, and carpet industries. Pop: 24 567 (1999) bbox=[396, 885, 692, 907]
entry-headword: abbé bbox=[386, 815, 413, 827]
dictionary-entry bbox=[1127, 1140, 1433, 1185]
entry-definition: n called the Great. 1557–1628, shah of Persia. He greatly extended Persian territory by defeating the Uzbeks and the Ottomans bbox=[396, 668, 692, 701]
entry-headword: Abba² bbox=[386, 519, 418, 531]
dictionary-entry bbox=[797, 1096, 1103, 1141]
entry-definition: (ˌeɪbiː'siː) n 1 (plural in US) the rudiments of a subject 2 an alphabetical guide to a subject 3 (often plural in US) the alphabet bbox=[807, 57, 1103, 90]
entry-definition: (æb'daɪəs) n Bible the Douay form of Obadiah bbox=[833, 452, 1048, 463]
entry-definition: (ə'biːlɪən) n a group the defined binary operation of which is commutative: if a and b are members of an Abelian group then ab = ba [C19: named after Niels Henrik Abel (1802–29), Norwegian mathematician] bbox=[1137, 148, 1433, 192]
entry-definition: (ə'bænd) vb (tr) another word for abandon bbox=[89, 748, 290, 759]
entry-headword: abature bbox=[386, 371, 429, 383]
entry-headword: abessive bbox=[1127, 935, 1175, 947]
dictionary-entry bbox=[797, 833, 1103, 867]
entry-headword: aber bbox=[1127, 306, 1152, 318]
